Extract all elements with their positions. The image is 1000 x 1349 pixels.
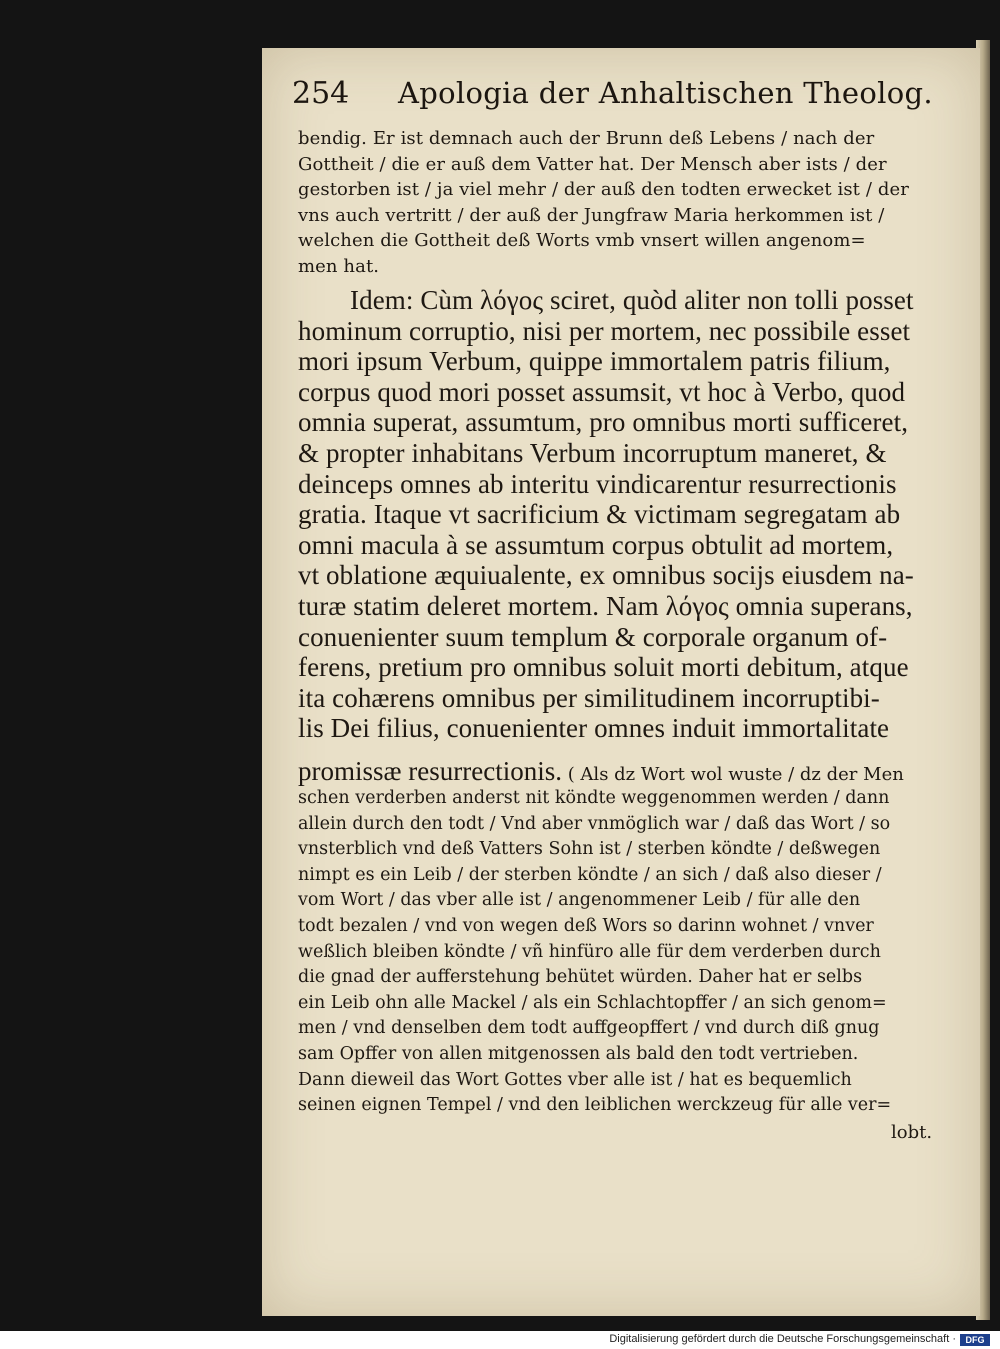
text-line: allein durch den todt / Vnd aber vnmöglich war / daß das Wort / so xyxy=(298,813,891,834)
text-line: hominum corruptio, nisi per mortem, nec possibile esset xyxy=(298,315,911,346)
text-line: corpus quod mori posset assumsit, vt hoc à Verbo, quod xyxy=(298,376,906,407)
text-line: schen verderben anderst nit köndte weggenommen werden / dann xyxy=(298,788,890,808)
text-line: seinen eignen Tempel / vnd den leiblichen werckzeug für alle ver= xyxy=(298,1095,892,1116)
text-line: omnia superat, assumtum, pro omnibus morti sufficeret, xyxy=(298,407,909,438)
text-line: weßlich bleiben köndte / vñ hinfüro alle für dem verderben durch xyxy=(298,941,881,962)
text-line: vnsterblich vnd deß Vatters Sohn ist / sterben köndte / deßwegen xyxy=(298,839,881,860)
dfg-logo-icon: DFG xyxy=(960,1334,990,1346)
text-line: omni macula à se assumtum corpus obtulit ad mortem, xyxy=(298,529,894,560)
text-line: nimpt es ein Leib / der sterben köndte / an sich / daß also dieser / xyxy=(298,864,882,885)
text-line: & propter inhabitans Verbum incorruptum maneret, & xyxy=(298,437,887,468)
text-line: ita cohærens omnibus per similitudinem incorruptibi- xyxy=(298,682,880,713)
mixed-line xyxy=(298,756,948,787)
text-line: men / vnd denselben dem todt auffgeopffert / vnd durch diß gnug xyxy=(298,1018,880,1039)
text-line: Gottheit / die er auß dem Vatter hat. Der Mensch aber ists / der xyxy=(298,153,887,175)
text-line: deinceps omnes ab interitu vindicarentur resurrectionis xyxy=(298,468,897,499)
text-line: ein Leib ohn alle Mackel / als ein Schlachtopffer / an sich genom= xyxy=(298,992,887,1013)
text-line: vns auch vertritt / der auß der Jungfraw Maria herkommen ist / xyxy=(298,204,885,226)
page-number: 254 xyxy=(292,76,350,111)
catchword: lobt. xyxy=(891,1122,933,1143)
text-line: gestorben ist / ja viel mehr / der auß den todten erwecket ist / der xyxy=(298,179,909,201)
running-head xyxy=(292,76,933,120)
text-line: lis Dei filius, conuenienter omnes induit immortalitate xyxy=(298,713,890,744)
text-line xyxy=(298,756,948,787)
latin-fragment: promissæ resurrectionis. xyxy=(298,756,562,786)
text-line: gratia. Itaque vt sacrificium & victimam segregatam ab xyxy=(298,499,901,530)
german-paragraph-top xyxy=(298,126,948,280)
german-fragment: ( Als dz Wort wol wuste / dz der Men xyxy=(561,764,904,785)
text-line: vt oblatione æquiualente, ex omnibus socijs eiusdem na- xyxy=(298,560,914,591)
text-line: vom Wort / das vber alle ist / angenommener Leib / für alle den xyxy=(298,890,861,911)
funding-notice: Digitalisierung gefördert durch die Deutsche Forschungsgemeinschaft · xyxy=(609,1333,956,1345)
text-line: turæ statim deleret mortem. Nam λόγος omnia superans, xyxy=(298,590,913,621)
text-line: mori ipsum Verbum, quippe immortalem patris filium, xyxy=(298,346,891,377)
text-line: men hat. xyxy=(298,255,380,277)
text-line: welchen die Gottheit deß Worts vmb vnsert willen angenom= xyxy=(298,230,866,252)
text-line: die gnad der aufferstehung behütet würden. Daher hat er selbs xyxy=(298,967,863,988)
german-paragraph-bottom xyxy=(298,786,948,1119)
text-line: Dann dieweil das Wort Gottes vber alle ist / hat es bequemlich xyxy=(298,1069,852,1090)
text-line: Idem: Cùm λόγος sciret, quòd aliter non tolli posset xyxy=(350,285,914,315)
latin-paragraph xyxy=(298,285,948,744)
text-line: conuenienter suum templum & corporale organum of- xyxy=(298,621,888,652)
text-line: bendig. Er ist demnach auch der Brunn deß Lebens / nach der xyxy=(298,128,875,149)
text-line: todt bezalen / vnd von wegen deß Wors so darinn wohnet / vnver xyxy=(298,915,874,936)
text-line: sam Opffer von allen mitgenossen als bald den todt vertrieben. xyxy=(298,1043,859,1064)
text-line: ferens, pretium pro omnibus soluit morti debitum, atque xyxy=(298,652,909,683)
running-title: Apologia der Anhaltischen Theolog. xyxy=(398,76,933,110)
